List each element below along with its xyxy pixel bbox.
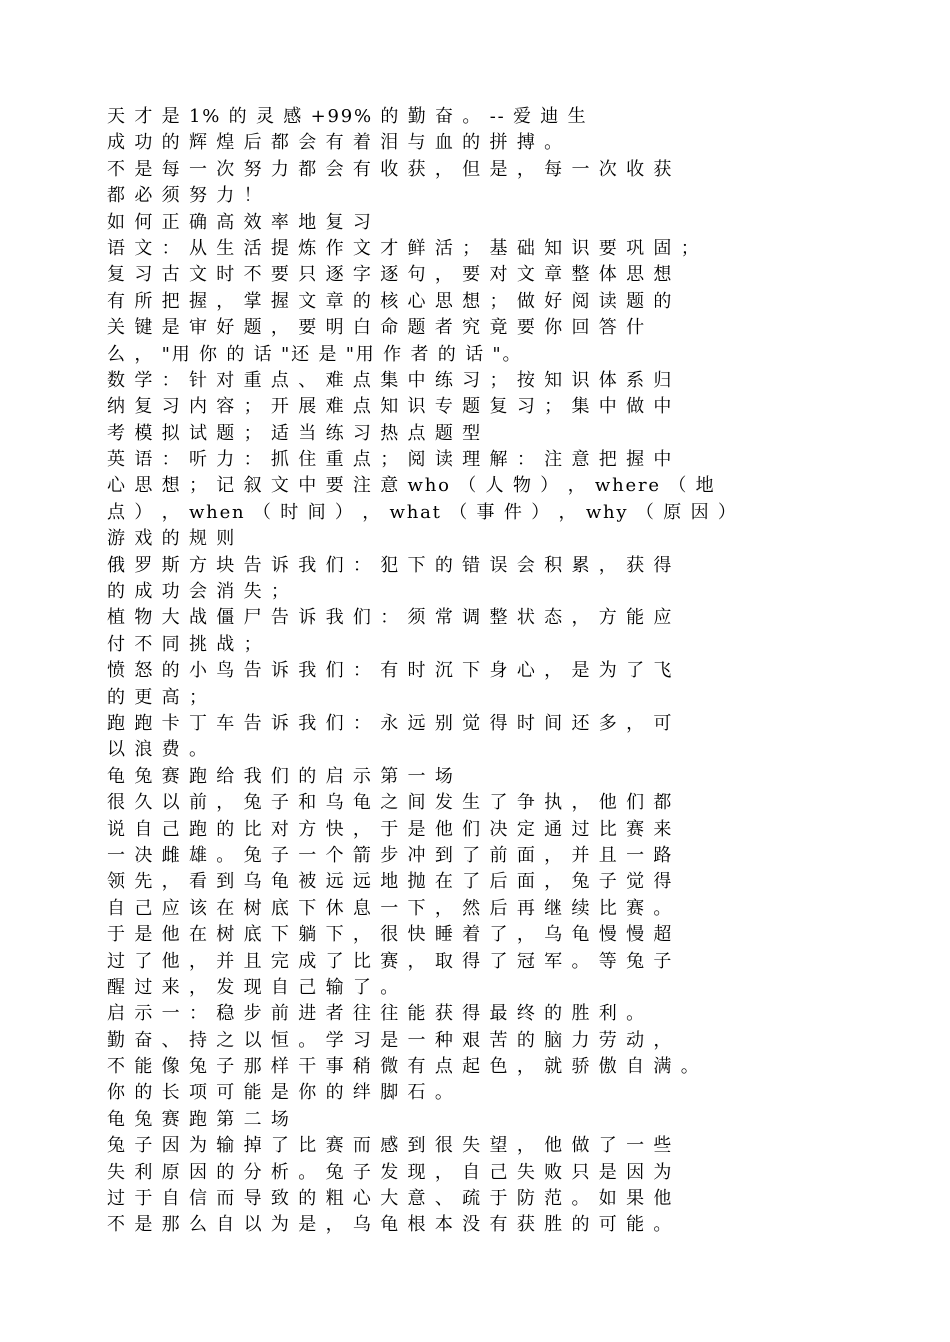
text-line: 很 久 以 前 ， 兔 子 和 乌 龟 之 间 发 生 了 争 执 ， 他 们 都 — [107, 792, 674, 814]
text-line: 一 决 雌 雄 。 兔 子 一 个 箭 步 冲 到 了 前 面 ， 并 且 一 路 — [107, 844, 674, 866]
section-heading: 游 戏 的 规 则 — [107, 528, 237, 550]
text-line: 的 更 高 ； — [107, 686, 209, 708]
text-line: 关 键 是 审 好 题 ， 要 明 白 命 题 者 究 竟 要 你 回 答 什 — [107, 317, 646, 339]
text-line: 纳 复 习 内 容 ； 开 展 难 点 知 识 专 题 复 习 ； 集 中 做 中 — [107, 396, 674, 418]
text-line: 英 语 ： 听 力 ： 抓 住 重 点 ； 阅 读 理 解 ： 注 意 把 握 中 — [107, 449, 674, 471]
text-line: 领 先 ， 看 到 乌 龟 被 远 远 地 抛 在 了 后 面 ， 兔 子 觉 得 — [107, 871, 674, 893]
text-line: 兔 子 因 为 输 掉 了 比 赛 而 感 到 很 失 望 ， 他 做 了 一 些 — [107, 1135, 674, 1157]
text-line: 心 思 想 ； 记 叙 文 中 要 注 意 who （ 人 物 ） ， where （ 地 — [107, 475, 716, 497]
text-line: 你 的 长 项 可 能 是 你 的 绊 脚 石 。 — [107, 1082, 455, 1104]
text-line: 自 己 应 该 在 树 底 下 休 息 一 下 ， 然 后 再 继 续 比 赛 。 — [107, 897, 674, 919]
text-line: 都 必 须 努 力 ！ — [107, 185, 264, 207]
document-body — [107, 104, 867, 1239]
text-line: 愤 怒 的 小 鸟 告 诉 我 们 ： 有 时 沉 下 身 心 ， 是 为 了 飞 — [107, 660, 674, 682]
text-line: 启 示 一 ： 稳 步 前 进 者 往 往 能 获 得 最 终 的 胜 利 。 — [107, 1003, 646, 1025]
text-line: 考 模 拟 试 题 ； 适 当 练 习 热 点 题 型 — [107, 422, 482, 444]
text-line: 以 浪 费 。 — [107, 739, 209, 761]
text-line: 的 成 功 会 消 失 ； — [107, 581, 291, 603]
text-line: 过 于 自 信 而 导 致 的 粗 心 大 意 、 疏 于 防 范 。 如 果 他 — [107, 1188, 674, 1210]
text-line: 付 不 同 挑 战 ； — [107, 633, 264, 655]
text-line: 于 是 他 在 树 底 下 躺 下 ， 很 快 睡 着 了 ， 乌 龟 慢 慢 超 — [107, 924, 674, 946]
text-line: 过 了 他 ， 并 且 完 成 了 比 赛 ， 取 得 了 冠 军 。 等 兔 子 — [107, 950, 674, 972]
text-line: 说 自 己 跑 的 比 对 方 快 ， 于 是 他 们 决 定 通 过 比 赛 来 — [107, 818, 674, 840]
text-line: 不 是 那 么 自 以 为 是 ， 乌 龟 根 本 没 有 获 胜 的 可 能 。 — [107, 1214, 674, 1236]
text-line: 成 功 的 辉 煌 后 都 会 有 着 泪 与 血 的 拼 搏 。 — [107, 132, 564, 154]
text-line: 俄 罗 斯 方 块 告 诉 我 们 ： 犯 下 的 错 误 会 积 累 ， 获 得 — [107, 554, 674, 576]
text-line: 数 学 ： 针 对 重 点 、 难 点 集 中 练 习 ； 按 知 识 体 系 归 — [107, 369, 674, 391]
text-line: 语 文 ： 从 生 活 提 炼 作 文 才 鲜 活 ； 基 础 知 识 要 巩 固 ； — [107, 237, 701, 259]
section-heading: 龟 兔 赛 跑 给 我 们 的 启 示 第 一 场 — [107, 765, 455, 787]
text-line: 失 利 原 因 的 分 析 。 兔 子 发 现 ， 自 己 失 败 只 是 因 为 — [107, 1161, 674, 1183]
text-line: 有 所 把 握 ， 掌 握 文 章 的 核 心 思 想 ； 做 好 阅 读 题 的 — [107, 290, 674, 312]
section-heading: 龟 兔 赛 跑 第 二 场 — [107, 1108, 291, 1130]
text-line: 天 才 是 1% 的 灵 感 +99% 的 勤 奋 。 -- 爱 迪 生 — [107, 106, 588, 127]
text-line: 不 能 像 兔 子 那 样 干 事 稍 微 有 点 起 色 ， 就 骄 傲 自 满 。 — [107, 1056, 701, 1078]
text-line: 植 物 大 战 僵 尸 告 诉 我 们 ： 须 常 调 整 状 态 ， 方 能 应 — [107, 607, 674, 629]
text-line: 醒 过 来 ， 发 现 自 己 输 了 。 — [107, 976, 401, 998]
text-line: 复 习 古 文 时 不 要 只 逐 字 逐 句 ， 要 对 文 章 整 体 思 想 — [107, 264, 674, 286]
text-line: 跑 跑 卡 丁 车 告 诉 我 们 ： 永 远 别 觉 得 时 间 还 多 ， 可 — [107, 712, 674, 734]
section-heading: 如 何 正 确 高 效 率 地 复 习 — [107, 211, 373, 233]
text-line: 么 ， "用 你 的 话 "还 是 "用 作 者 的 话 "。 — [107, 343, 523, 365]
text-line: 不 是 每 一 次 努 力 都 会 有 收 获 ， 但 是 ， 每 一 次 收 获 — [107, 158, 674, 180]
text-line: 点 ） ， when （ 时 间 ） ， what （ 事 件 ） ， why （ 原 因 ） — [107, 501, 738, 523]
text-line: 勤 奋 、 持 之 以 恒 。 学 习 是 一 种 艰 苦 的 脑 力 劳 动 ， — [107, 1029, 674, 1051]
